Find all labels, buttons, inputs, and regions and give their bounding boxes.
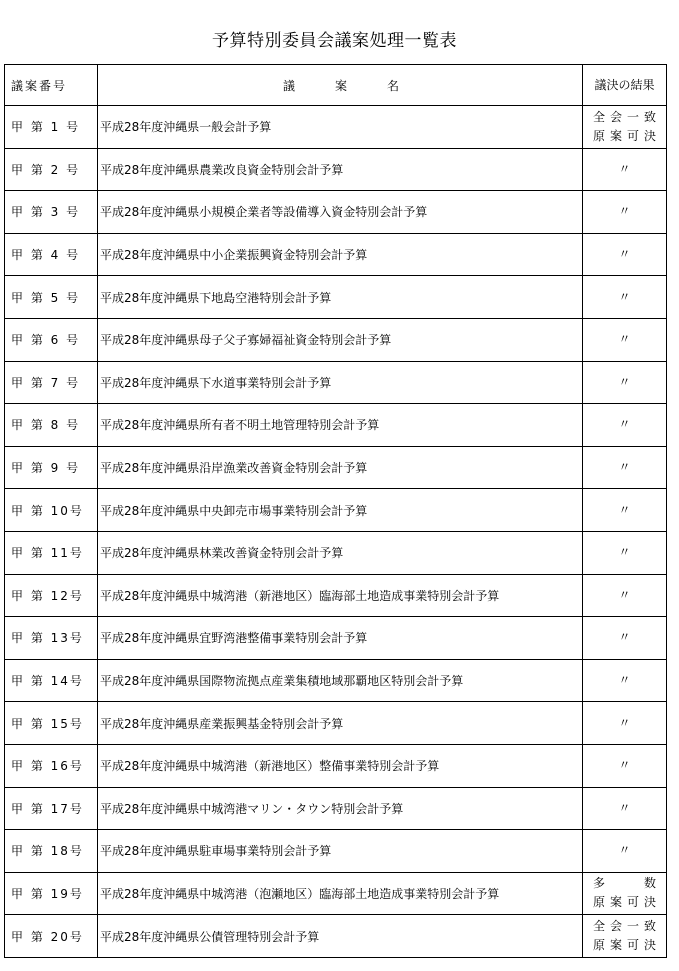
bill-name: 平成28年度沖縄県一般会計予算 [98, 106, 583, 149]
bill-name: 平成28年度沖縄県下水道事業特別会計予算 [98, 361, 583, 404]
result-line: 多 数 [592, 876, 661, 891]
table-row [5, 574, 667, 617]
bill-result [583, 787, 667, 830]
bill-name: 平成28年度沖縄県公債管理特別会計予算 [98, 915, 583, 958]
table-header-row [5, 65, 667, 106]
table-row [5, 446, 667, 489]
header-bill-number: 議案番号 [5, 65, 98, 106]
bill-name: 平成28年度沖縄県中城湾港（泡瀬地区）臨海部土地造成事業特別会計予算 [98, 872, 583, 915]
table-row [5, 318, 667, 361]
ditto-mark: 〃 [618, 502, 631, 517]
bill-result [583, 404, 667, 447]
table-row [5, 872, 667, 915]
ditto-mark: 〃 [618, 332, 631, 347]
table-row [5, 702, 667, 745]
bill-number: 甲 第 2 号 [5, 148, 98, 191]
header-result: 議決の結果 [583, 65, 667, 106]
bill-result [583, 446, 667, 489]
bill-result [583, 872, 667, 915]
bill-name: 平成28年度沖縄県下地島空港特別会計予算 [98, 276, 583, 319]
table-row [5, 531, 667, 574]
bill-result [583, 574, 667, 617]
bill-name: 平成28年度沖縄県国際物流拠点産業集積地域那覇地区特別会計予算 [98, 659, 583, 702]
ditto-mark: 〃 [618, 715, 631, 730]
ditto-mark: 〃 [618, 204, 631, 219]
bill-result [583, 361, 667, 404]
header-name-part: 名 [387, 78, 400, 93]
table-row [5, 744, 667, 787]
result-line: 全会一致 [592, 109, 661, 124]
table-row [5, 787, 667, 830]
bill-number: 甲 第 14号 [5, 659, 98, 702]
bill-result [583, 276, 667, 319]
bill-name: 平成28年度沖縄県母子父子寡婦福祉資金特別会計予算 [98, 318, 583, 361]
table-row [5, 276, 667, 319]
bill-name: 平成28年度沖縄県農業改良資金特別会計予算 [98, 148, 583, 191]
bill-number: 甲 第 16号 [5, 744, 98, 787]
bill-number: 甲 第 6 号 [5, 318, 98, 361]
bill-number: 甲 第 7 号 [5, 361, 98, 404]
bill-name: 平成28年度沖縄県中小企業振興資金特別会計予算 [98, 233, 583, 276]
table-row [5, 106, 667, 149]
bill-name: 平成28年度沖縄県宜野湾港整備事業特別会計予算 [98, 617, 583, 660]
bill-name: 平成28年度沖縄県中央卸売市場事業特別会計予算 [98, 489, 583, 532]
bill-number: 甲 第 1 号 [5, 106, 98, 149]
bill-name: 平成28年度沖縄県駐車場事業特別会計予算 [98, 830, 583, 873]
header-bill-name [98, 65, 583, 106]
bill-number: 甲 第 10号 [5, 489, 98, 532]
ditto-mark: 〃 [618, 161, 631, 176]
bill-name: 平成28年度沖縄県中城湾港マリン・タウン特別会計予算 [98, 787, 583, 830]
bill-number: 甲 第 18号 [5, 830, 98, 873]
bill-name: 平成28年度沖縄県林業改善資金特別会計予算 [98, 531, 583, 574]
bill-name: 平成28年度沖縄県中城湾港（新港地区）整備事業特別会計予算 [98, 744, 583, 787]
bill-name: 平成28年度沖縄県沿岸漁業改善資金特別会計予算 [98, 446, 583, 489]
bill-number: 甲 第 5 号 [5, 276, 98, 319]
bill-result [583, 915, 667, 958]
bill-result [583, 489, 667, 532]
bill-result [583, 148, 667, 191]
bill-number: 甲 第 15号 [5, 702, 98, 745]
table-row [5, 148, 667, 191]
bill-result [583, 233, 667, 276]
ditto-mark: 〃 [618, 374, 631, 389]
bill-number: 甲 第 17号 [5, 787, 98, 830]
ditto-mark: 〃 [618, 417, 631, 432]
bill-name: 平成28年度沖縄県小規模企業者等設備導入資金特別会計予算 [98, 191, 583, 234]
bill-name: 平成28年度沖縄県産業振興基金特別会計予算 [98, 702, 583, 745]
bill-number: 甲 第 9 号 [5, 446, 98, 489]
bill-number: 甲 第 3 号 [5, 191, 98, 234]
bill-number: 甲 第 4 号 [5, 233, 98, 276]
result-line: 原案可決 [592, 128, 661, 143]
bill-result [583, 830, 667, 873]
page-title: 予算特別委員会議案処理一覧表 [212, 31, 457, 51]
bill-name: 平成28年度沖縄県中城湾港（新港地区）臨海部土地造成事業特別会計予算 [98, 574, 583, 617]
table-row [5, 191, 667, 234]
table-row [5, 233, 667, 276]
bill-result [583, 617, 667, 660]
bill-result [583, 744, 667, 787]
bill-name: 平成28年度沖縄県所有者不明土地管理特別会計予算 [98, 404, 583, 447]
table-row [5, 659, 667, 702]
ditto-mark: 〃 [618, 460, 631, 475]
bill-number: 甲 第 19号 [5, 872, 98, 915]
table-row [5, 617, 667, 660]
bill-number: 甲 第 20号 [5, 915, 98, 958]
ditto-mark: 〃 [618, 800, 631, 815]
bill-result [583, 191, 667, 234]
bill-number: 甲 第 12号 [5, 574, 98, 617]
ditto-mark: 〃 [618, 673, 631, 688]
table-row [5, 489, 667, 532]
ditto-mark: 〃 [618, 587, 631, 602]
bill-result [583, 659, 667, 702]
result-line: 原案可決 [592, 895, 661, 910]
table-row [5, 830, 667, 873]
bill-table [4, 64, 667, 958]
ditto-mark: 〃 [618, 545, 631, 560]
table-row [5, 361, 667, 404]
bill-result [583, 106, 667, 149]
bill-number: 甲 第 13号 [5, 617, 98, 660]
bill-number: 甲 第 8 号 [5, 404, 98, 447]
ditto-mark: 〃 [618, 247, 631, 262]
bill-number: 甲 第 11号 [5, 531, 98, 574]
ditto-mark: 〃 [618, 758, 631, 773]
bill-result [583, 531, 667, 574]
ditto-mark: 〃 [618, 630, 631, 645]
header-name-part: 案 [334, 78, 347, 93]
header-name-part: 議 [282, 78, 295, 93]
ditto-mark: 〃 [618, 843, 631, 858]
table-row [5, 915, 667, 958]
bill-result [583, 318, 667, 361]
bill-result [583, 702, 667, 745]
table-row [5, 404, 667, 447]
ditto-mark: 〃 [618, 289, 631, 304]
result-line: 原案可決 [592, 938, 661, 953]
result-line: 全会一致 [592, 919, 661, 934]
